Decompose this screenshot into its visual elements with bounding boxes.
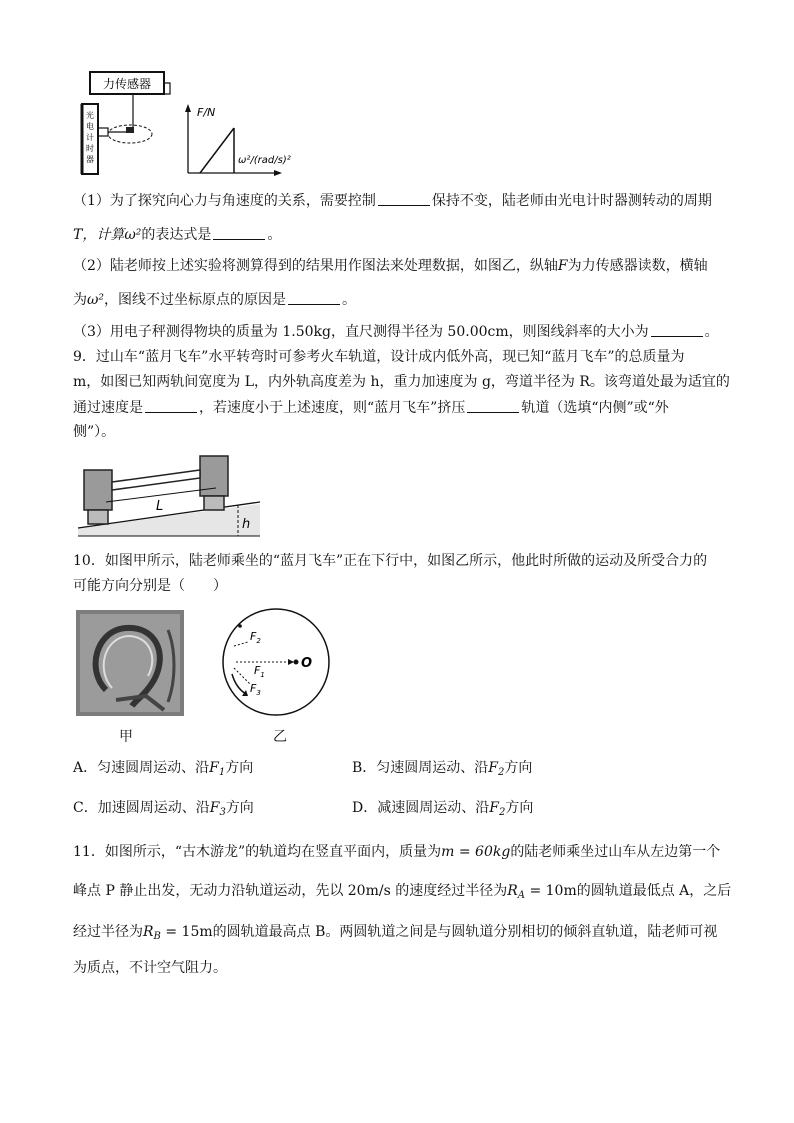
graph-line (200, 128, 234, 173)
graph-x-label: ω²/(rad/s)² (238, 155, 291, 166)
label-L: L (156, 499, 164, 514)
sensor-head (98, 128, 108, 136)
q8-part1-line2: T，计算ω²的表达式是 。 (73, 227, 282, 243)
option-a[interactable]: A．匀速圆周运动、沿$F_1$方向 (73, 760, 254, 778)
answer-blank (288, 290, 340, 305)
q11-line3: 经过半径为$R_B = 15m$的圆轨道最高点 B。两圆轨道之间是与圆轨道分别相切的倾斜直轨道，陆老师可视 (73, 924, 718, 942)
q8-part2-line1: （2）陆老师按上述实验将测算得到的结果用作图法来处理数据，如图乙，纵轴F为力传感器读数，横轴 (73, 258, 708, 274)
axle (112, 470, 200, 490)
q8-part1-line1: （1）为了探究向心力与角速度的关系，需要控制 保持不变，陆老师由光电计时器测转动的周期 (73, 193, 712, 209)
answer-blank (145, 398, 197, 413)
q9-line3: 通过速度是 ，若速度小于上述速度，则“蓝月飞车”挤压 轨道（选填“内侧”或“外 (73, 400, 669, 416)
graph-y-label: F/N (197, 106, 216, 119)
q9-line2: m，如图已知两轨间宽度为 L，内外轨高度差为 h，重力加速度为 g，弯道半径为 R。该弯道处最为适宜的 (73, 374, 730, 390)
option-d[interactable]: D．减速圆周运动、沿$F_2$方向 (352, 800, 534, 818)
label-F2: $F_2$ (250, 630, 261, 645)
answer-blank (651, 322, 703, 337)
circular-motion-diagram (220, 606, 332, 718)
left-rail (88, 510, 108, 524)
option-c[interactable]: C．加速圆周运动、沿$F_3$方向 (73, 800, 254, 818)
left-wheel (84, 470, 112, 510)
track-cross-section-figure (76, 452, 266, 540)
q8-part2-line2: 为ω²，图线不过坐标原点的原因是 。 (73, 292, 357, 308)
sensor-label: 力传感器 (102, 77, 152, 91)
q10-line2: 可能方向分别是（ ） (73, 578, 227, 594)
q9-line4: 侧”）。 (73, 424, 116, 440)
q11-line4: 为质点，不计空气阻力。 (73, 960, 227, 976)
q9-line1: 9．过山车“蓝月飞车”水平转弯时可参考火车轨道，设计成内低外高，现已知“蓝月飞车”的总质量为 (73, 349, 685, 365)
label-O: O (301, 656, 313, 671)
q11-line1: 11．如图所示，“古木游龙”的轨道均在竖直平面内，质量为m = 60kg的陆老师乘坐过山车从左边第一个 (73, 844, 721, 860)
label-F3: $F_3$ (250, 682, 261, 697)
q10-line1: 10．如图甲所示，陆老师乘坐的“蓝月飞车”正在下行中，如图乙所示，他此时所做的运动及所受合力的 (73, 553, 708, 569)
answer-blank (213, 225, 265, 240)
timer-char-3: 计 (86, 133, 94, 142)
label-h: h (242, 517, 251, 532)
caption-yi: 乙 (273, 729, 287, 745)
answer-blank (467, 398, 519, 413)
q11-line2: 峰点 P 静止出发，无动力沿轨道运动，先以 20m/s 的速度经过半径为$R_A = 10m$的圆轨道最低点 A，之后 (73, 883, 732, 901)
right-rail (204, 496, 224, 510)
option-b[interactable]: B．匀速圆周运动、沿$F_2$方向 (352, 760, 533, 778)
block (126, 127, 134, 133)
timer-char-5: 器 (86, 155, 94, 164)
timer-char-4: 时 (86, 144, 94, 153)
answer-blank (378, 191, 430, 206)
center-point (294, 660, 299, 665)
caption-jia: 甲 (119, 729, 133, 745)
timer-char-1: 光 (86, 111, 94, 120)
timer-char-2: 电 (86, 122, 94, 131)
roller-coaster-photo (76, 610, 184, 716)
sensor-apparatus-figure (78, 68, 318, 176)
q8-part3: （3）用电子秤测得物块的质量为 1.50kg，直尺测得半径为 50.00cm，则图线斜率的大小为 。 (73, 324, 719, 340)
label-F1: $F_1$ (254, 664, 265, 679)
